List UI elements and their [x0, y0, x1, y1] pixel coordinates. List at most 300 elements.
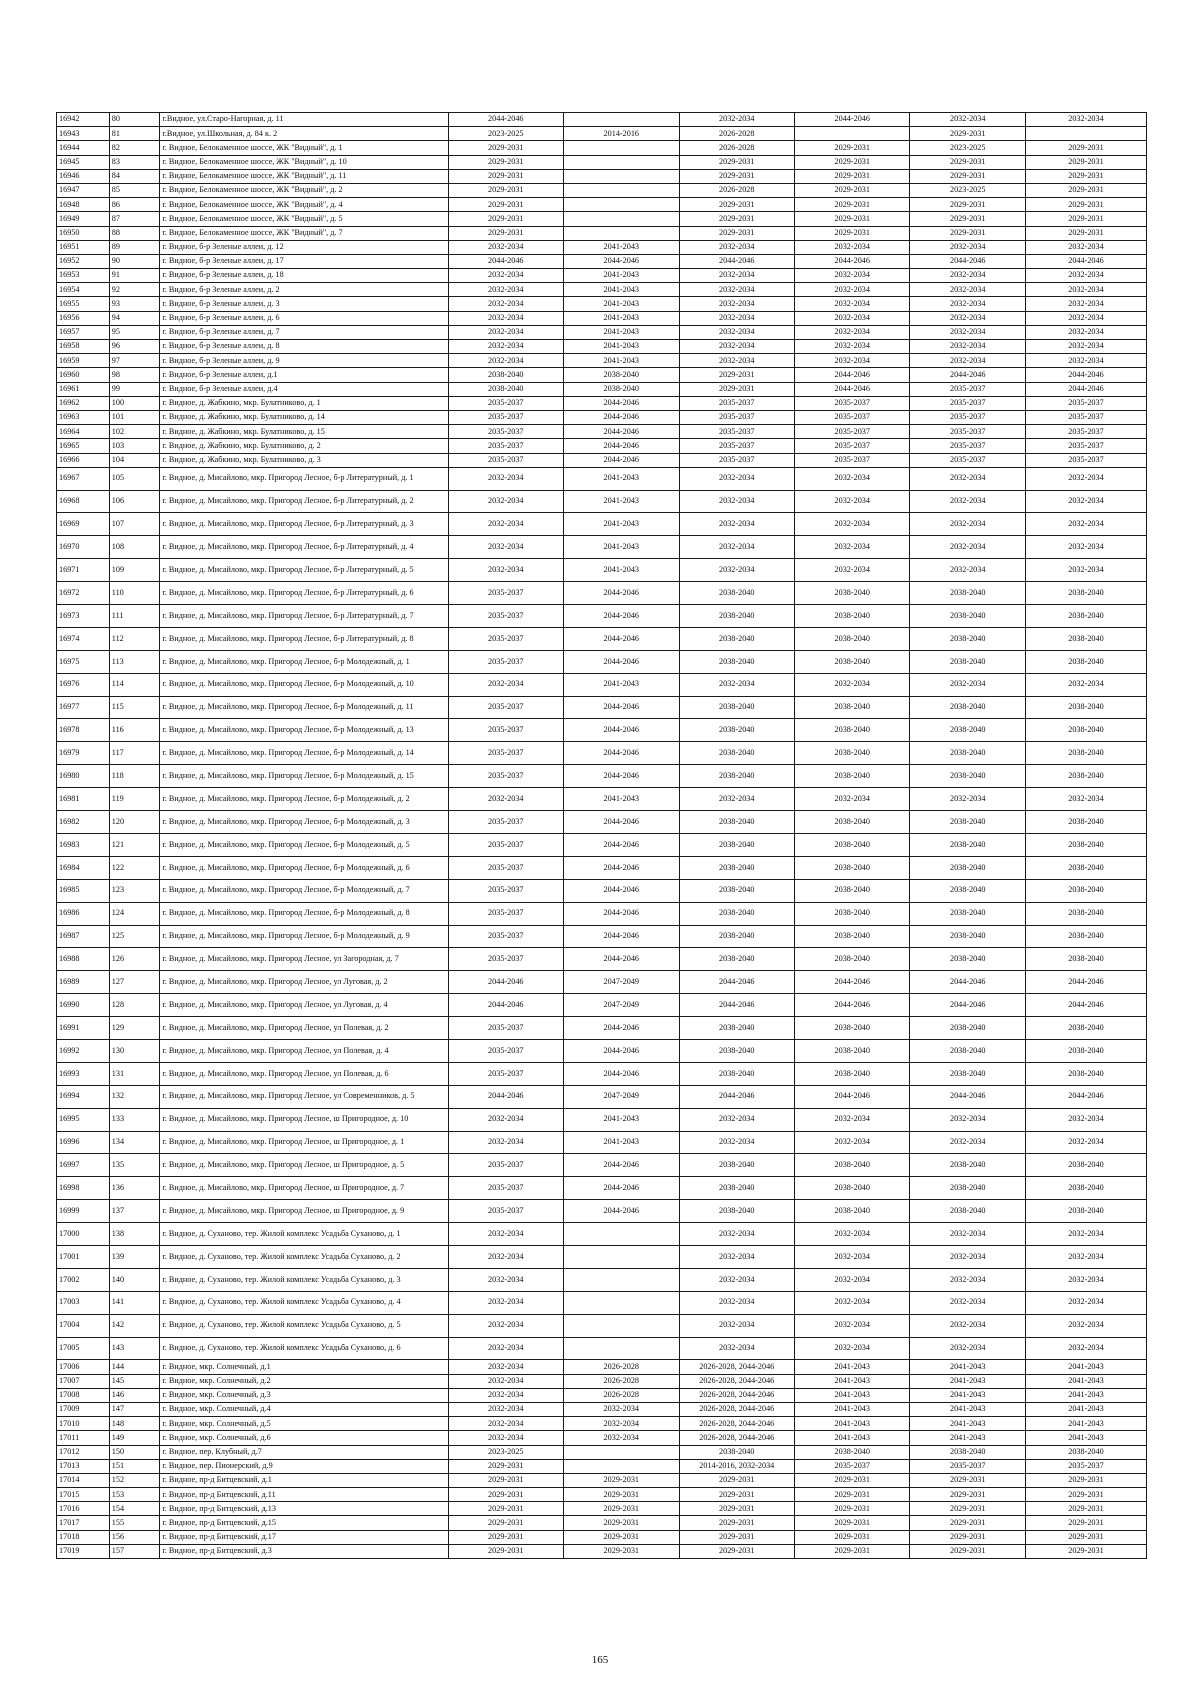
cell-period-4: 2035-2037	[795, 410, 910, 424]
cell-period-1: 2032-2034	[448, 340, 563, 354]
cell-period-1: 2029-2031	[448, 1530, 563, 1544]
table-row	[57, 1459, 1147, 1473]
cell-period-6: 2032-2034	[1025, 113, 1146, 127]
cell-period-3: 2026-2028	[679, 127, 794, 141]
cell-period-4: 2032-2034	[795, 1108, 910, 1131]
cell-period-2: 2032-2034	[564, 1431, 679, 1445]
cell-period-6: 2038-2040	[1025, 696, 1146, 719]
cell-period-2: 2041-2043	[564, 354, 679, 368]
cell-address: г. Видное, б-р Зеленые аллеи, д.4	[160, 382, 448, 396]
cell-period-5: 2038-2040	[910, 811, 1025, 834]
cell-period-2: 2026-2028	[564, 1360, 679, 1374]
cell-id: 17010	[57, 1417, 110, 1431]
cell-period-4: 2035-2037	[795, 1459, 910, 1473]
table-row	[57, 340, 1147, 354]
cell-period-6: 2029-2031	[1025, 155, 1146, 169]
cell-period-5: 2038-2040	[910, 742, 1025, 765]
cell-period-1: 2035-2037	[448, 1200, 563, 1223]
cell-period-6: 2032-2034	[1025, 240, 1146, 254]
cell-period-5: 2029-2031	[910, 226, 1025, 240]
cell-period-4: 2041-2043	[795, 1402, 910, 1416]
cell-period-1: 2032-2034	[448, 283, 563, 297]
cell-id: 16963	[57, 410, 110, 424]
cell-period-6: 2029-2031	[1025, 169, 1146, 183]
cell-period-5: 2032-2034	[910, 311, 1025, 325]
cell-period-5: 2038-2040	[910, 650, 1025, 673]
table-row	[57, 1268, 1147, 1291]
cell-period-4: 2038-2040	[795, 742, 910, 765]
cell-period-4: 2044-2046	[795, 971, 910, 994]
cell-address: г. Видное, д. Мисайлово, мкр. Пригород Лесное, ш Пригородное, д. 1	[160, 1131, 448, 1154]
cell-period-1: 2032-2034	[448, 240, 563, 254]
cell-address: г. Видное, д. Жабкино, мкр. Булатниково, д. 3	[160, 453, 448, 467]
cell-period-6: 2038-2040	[1025, 1200, 1146, 1223]
cell-period-4: 2032-2034	[795, 283, 910, 297]
cell-period-3: 2044-2046	[679, 971, 794, 994]
cell-id: 16946	[57, 169, 110, 183]
table-row	[57, 1108, 1147, 1131]
cell-period-6: 2044-2046	[1025, 254, 1146, 268]
cell-period-6: 2041-2043	[1025, 1360, 1146, 1374]
cell-period-2: 2044-2046	[564, 650, 679, 673]
cell-period-2: 2044-2046	[564, 1154, 679, 1177]
cell-number: 127	[109, 971, 160, 994]
cell-period-3: 2032-2034	[679, 559, 794, 582]
cell-period-6: 2029-2031	[1025, 226, 1146, 240]
cell-number: 157	[109, 1544, 160, 1558]
cell-id: 16947	[57, 183, 110, 197]
cell-id: 16948	[57, 198, 110, 212]
cell-period-3: 2026-2028, 2044-2046	[679, 1388, 794, 1402]
cell-period-2: 2038-2040	[564, 368, 679, 382]
cell-number: 149	[109, 1431, 160, 1445]
cell-period-1: 2029-2031	[448, 141, 563, 155]
cell-period-1: 2032-2034	[448, 1108, 563, 1131]
table-row	[57, 1131, 1147, 1154]
cell-period-1: 2035-2037	[448, 902, 563, 925]
cell-period-4	[795, 127, 910, 141]
table-row	[57, 719, 1147, 742]
cell-period-2: 2038-2040	[564, 382, 679, 396]
cell-period-5: 2032-2034	[910, 559, 1025, 582]
cell-period-1: 2035-2037	[448, 1062, 563, 1085]
cell-period-4: 2032-2034	[795, 1314, 910, 1337]
cell-period-5: 2041-2043	[910, 1417, 1025, 1431]
cell-period-1: 2038-2040	[448, 382, 563, 396]
cell-period-1: 2032-2034	[448, 490, 563, 513]
cell-id: 17016	[57, 1502, 110, 1516]
cell-period-1: 2035-2037	[448, 925, 563, 948]
cell-address: г. Видное, д. Мисайлово, мкр. Пригород Лесное, б-р Молодежный, д. 8	[160, 902, 448, 925]
cell-period-1: 2032-2034	[448, 269, 563, 283]
cell-period-2	[564, 1337, 679, 1360]
cell-period-6: 2029-2031	[1025, 198, 1146, 212]
cell-address: г. Видное, д. Мисайлово, мкр. Пригород Лесное, б-р Молодежный, д. 3	[160, 811, 448, 834]
cell-period-4: 2032-2034	[795, 311, 910, 325]
cell-period-1: 2035-2037	[448, 439, 563, 453]
cell-address: г. Видное, Белокаменное шоссе, ЖК "Видный", д. 10	[160, 155, 448, 169]
cell-id: 16978	[57, 719, 110, 742]
cell-period-5: 2032-2034	[910, 1291, 1025, 1314]
cell-id: 16949	[57, 212, 110, 226]
cell-period-6: 2038-2040	[1025, 1017, 1146, 1040]
cell-period-4: 2038-2040	[795, 1062, 910, 1085]
cell-period-3: 2044-2046	[679, 254, 794, 268]
cell-period-5: 2035-2037	[910, 425, 1025, 439]
cell-address: г. Видное, мкр. Солнечный, д.4	[160, 1402, 448, 1416]
cell-id: 17017	[57, 1516, 110, 1530]
cell-period-5: 2032-2034	[910, 325, 1025, 339]
cell-period-6: 2032-2034	[1025, 311, 1146, 325]
cell-address: г. Видное, д. Мисайлово, мкр. Пригород Лесное, б-р Молодежный, д. 11	[160, 696, 448, 719]
cell-period-3: 2044-2046	[679, 1085, 794, 1108]
cell-period-5: 2038-2040	[910, 948, 1025, 971]
cell-period-1: 2029-2031	[448, 226, 563, 240]
cell-period-6: 2038-2040	[1025, 1039, 1146, 1062]
cell-address: г. Видное, д. Мисайлово, мкр. Пригород Лесное, б-р Молодежный, д. 7	[160, 879, 448, 902]
cell-period-5: 2038-2040	[910, 856, 1025, 879]
cell-id: 16962	[57, 396, 110, 410]
cell-period-1: 2032-2034	[448, 1402, 563, 1416]
cell-address: г. Видное, д. Суханово, тер. Жилой комплекс Усадьба Суханово, д. 2	[160, 1245, 448, 1268]
cell-period-6: 2029-2031	[1025, 1516, 1146, 1530]
cell-period-5: 2023-2025	[910, 141, 1025, 155]
cell-period-5: 2035-2037	[910, 382, 1025, 396]
cell-address: г. Видное, д. Мисайлово, мкр. Пригород Лесное, б-р Литературный, д. 5	[160, 559, 448, 582]
table-row	[57, 382, 1147, 396]
cell-period-2	[564, 169, 679, 183]
cell-period-2: 2041-2043	[564, 1131, 679, 1154]
cell-period-1: 2032-2034	[448, 536, 563, 559]
cell-period-1: 2029-2031	[448, 1488, 563, 1502]
cell-number: 93	[109, 297, 160, 311]
cell-period-5: 2032-2034	[910, 113, 1025, 127]
cell-id: 17006	[57, 1360, 110, 1374]
cell-period-2: 2041-2043	[564, 673, 679, 696]
cell-address: г. Видное, д. Мисайлово, мкр. Пригород Лесное, б-р Молодежный, д. 13	[160, 719, 448, 742]
cell-period-1: 2044-2046	[448, 1085, 563, 1108]
cell-period-2: 2044-2046	[564, 879, 679, 902]
cell-period-6: 2038-2040	[1025, 627, 1146, 650]
table-row	[57, 155, 1147, 169]
cell-period-5: 2035-2037	[910, 439, 1025, 453]
cell-period-1: 2029-2031	[448, 198, 563, 212]
cell-id: 16985	[57, 879, 110, 902]
cell-period-1: 2035-2037	[448, 582, 563, 605]
cell-period-4: 2038-2040	[795, 811, 910, 834]
cell-period-5: 2038-2040	[910, 765, 1025, 788]
cell-period-2: 2041-2043	[564, 340, 679, 354]
table-row	[57, 1544, 1147, 1558]
cell-period-3: 2032-2034	[679, 490, 794, 513]
cell-period-3: 2032-2034	[679, 1131, 794, 1154]
cell-period-1: 2035-2037	[448, 605, 563, 628]
cell-number: 128	[109, 994, 160, 1017]
cell-number: 155	[109, 1516, 160, 1530]
cell-period-6: 2029-2031	[1025, 183, 1146, 197]
cell-number: 84	[109, 169, 160, 183]
cell-number: 108	[109, 536, 160, 559]
cell-address: г. Видное, д. Мисайлово, мкр. Пригород Лесное, б-р Молодежный, д. 15	[160, 765, 448, 788]
cell-period-4: 2029-2031	[795, 1473, 910, 1487]
cell-period-5: 2029-2031	[910, 1488, 1025, 1502]
cell-period-4: 2032-2034	[795, 513, 910, 536]
cell-period-5: 2044-2046	[910, 971, 1025, 994]
cell-period-2: 2014-2016	[564, 127, 679, 141]
cell-period-2: 2044-2046	[564, 582, 679, 605]
cell-period-5: 2038-2040	[910, 833, 1025, 856]
cell-period-5: 2032-2034	[910, 788, 1025, 811]
cell-period-6: 2041-2043	[1025, 1374, 1146, 1388]
cell-number: 96	[109, 340, 160, 354]
cell-period-2: 2044-2046	[564, 396, 679, 410]
cell-id: 16971	[57, 559, 110, 582]
cell-period-6: 2044-2046	[1025, 1085, 1146, 1108]
cell-period-2: 2044-2046	[564, 1062, 679, 1085]
cell-address: г. Видное, д. Мисайлово, мкр. Пригород Лесное, б-р Молодежный, д. 1	[160, 650, 448, 673]
cell-number: 102	[109, 425, 160, 439]
cell-address: г. Видное, д. Мисайлово, мкр. Пригород Лесное, б-р Литературный, д. 3	[160, 513, 448, 536]
cell-period-1: 2032-2034	[448, 1245, 563, 1268]
cell-period-1: 2044-2046	[448, 113, 563, 127]
cell-address: г. Видное, д. Мисайлово, мкр. Пригород Лесное, б-р Литературный, д. 6	[160, 582, 448, 605]
cell-id: 16994	[57, 1085, 110, 1108]
cell-address: г. Видное, пер. Клубный, д.7	[160, 1445, 448, 1459]
cell-number: 121	[109, 833, 160, 856]
cell-period-4: 2032-2034	[795, 1268, 910, 1291]
cell-address: г. Видное, д. Жабкино, мкр. Булатниково, д. 15	[160, 425, 448, 439]
cell-period-2: 2029-2031	[564, 1544, 679, 1558]
cell-number: 89	[109, 240, 160, 254]
cell-number: 103	[109, 439, 160, 453]
cell-period-6: 2038-2040	[1025, 650, 1146, 673]
table-row	[57, 1402, 1147, 1416]
table-row	[57, 1154, 1147, 1177]
table-row	[57, 1085, 1147, 1108]
cell-period-1: 2035-2037	[448, 425, 563, 439]
cell-period-6: 2038-2040	[1025, 1177, 1146, 1200]
table-row	[57, 1314, 1147, 1337]
table-row	[57, 1360, 1147, 1374]
cell-period-4: 2038-2040	[795, 1177, 910, 1200]
cell-number: 125	[109, 925, 160, 948]
table-row	[57, 113, 1147, 127]
table-row	[57, 269, 1147, 283]
table-row	[57, 368, 1147, 382]
cell-id: 16979	[57, 742, 110, 765]
cell-period-6: 2038-2040	[1025, 1445, 1146, 1459]
table-row	[57, 453, 1147, 467]
cell-period-1: 2023-2025	[448, 1445, 563, 1459]
cell-period-5: 2038-2040	[910, 1445, 1025, 1459]
cell-period-1: 2035-2037	[448, 1039, 563, 1062]
cell-period-3: 2038-2040	[679, 879, 794, 902]
cell-period-4: 2029-2031	[795, 141, 910, 155]
cell-id: 16969	[57, 513, 110, 536]
cell-address: г. Видное, пр-д Битцевский, д.17	[160, 1530, 448, 1544]
cell-period-2: 2044-2046	[564, 833, 679, 856]
cell-period-2: 2041-2043	[564, 269, 679, 283]
table-row	[57, 513, 1147, 536]
cell-id: 16953	[57, 269, 110, 283]
cell-period-2	[564, 155, 679, 169]
cell-period-2	[564, 198, 679, 212]
cell-period-6: 2032-2034	[1025, 269, 1146, 283]
cell-period-4: 2035-2037	[795, 439, 910, 453]
cell-period-5: 2032-2034	[910, 1245, 1025, 1268]
cell-number: 144	[109, 1360, 160, 1374]
cell-period-1: 2029-2031	[448, 212, 563, 226]
cell-period-4: 2041-2043	[795, 1388, 910, 1402]
cell-period-2: 2044-2046	[564, 1039, 679, 1062]
cell-period-1: 2032-2034	[448, 1268, 563, 1291]
cell-period-1: 2023-2025	[448, 127, 563, 141]
cell-period-3: 2029-2031	[679, 382, 794, 396]
cell-id: 16987	[57, 925, 110, 948]
table-row	[57, 1431, 1147, 1445]
cell-period-4: 2038-2040	[795, 1039, 910, 1062]
cell-period-4: 2032-2034	[795, 240, 910, 254]
cell-address: г. Видное, д. Суханово, тер. Жилой комплекс Усадьба Суханово, д. 5	[160, 1314, 448, 1337]
cell-number: 118	[109, 765, 160, 788]
cell-period-2: 2029-2031	[564, 1530, 679, 1544]
table-row	[57, 311, 1147, 325]
cell-period-3: 2032-2034	[679, 1291, 794, 1314]
cell-number: 138	[109, 1223, 160, 1246]
cell-period-4: 2044-2046	[795, 1085, 910, 1108]
cell-id: 17000	[57, 1223, 110, 1246]
cell-period-4: 2035-2037	[795, 453, 910, 467]
cell-address: г. Видное, д. Мисайлово, мкр. Пригород Лесное, ш Пригородное, д. 7	[160, 1177, 448, 1200]
cell-period-6: 2032-2034	[1025, 1337, 1146, 1360]
cell-period-6: 2035-2037	[1025, 410, 1146, 424]
cell-address: г. Видное, д. Мисайлово, мкр. Пригород Лесное, б-р Молодежный, д. 9	[160, 925, 448, 948]
cell-period-2: 2044-2046	[564, 254, 679, 268]
cell-period-3: 2038-2040	[679, 1177, 794, 1200]
table-row	[57, 1417, 1147, 1431]
cell-period-5: 2038-2040	[910, 605, 1025, 628]
cell-id: 16943	[57, 127, 110, 141]
cell-period-4: 2029-2031	[795, 1530, 910, 1544]
cell-period-6: 2038-2040	[1025, 925, 1146, 948]
table-row	[57, 1445, 1147, 1459]
cell-period-1: 2029-2031	[448, 1473, 563, 1487]
cell-period-2	[564, 141, 679, 155]
cell-id: 17008	[57, 1388, 110, 1402]
cell-period-1: 2035-2037	[448, 742, 563, 765]
cell-id: 17001	[57, 1245, 110, 1268]
cell-period-5: 2038-2040	[910, 925, 1025, 948]
cell-period-3: 2032-2034	[679, 467, 794, 490]
cell-address: г. Видное, Белокаменное шоссе, ЖК "Видный", д. 5	[160, 212, 448, 226]
cell-period-3: 2044-2046	[679, 994, 794, 1017]
cell-period-3: 2038-2040	[679, 650, 794, 673]
cell-address: г. Видное, д. Жабкино, мкр. Булатниково, д. 14	[160, 410, 448, 424]
cell-period-5: 2023-2025	[910, 183, 1025, 197]
cell-period-4: 2032-2034	[795, 1223, 910, 1246]
cell-id: 16991	[57, 1017, 110, 1040]
cell-period-4: 2038-2040	[795, 948, 910, 971]
cell-id: 16983	[57, 833, 110, 856]
cell-address: г. Видное, Белокаменное шоссе, ЖК "Видный", д. 4	[160, 198, 448, 212]
cell-period-2	[564, 1445, 679, 1459]
cell-period-6: 2035-2037	[1025, 425, 1146, 439]
cell-period-1: 2032-2034	[448, 354, 563, 368]
cell-id: 16993	[57, 1062, 110, 1085]
cell-period-2: 2047-2049	[564, 1085, 679, 1108]
cell-period-6: 2041-2043	[1025, 1431, 1146, 1445]
table-row	[57, 1062, 1147, 1085]
cell-period-4: 2038-2040	[795, 605, 910, 628]
cell-period-5: 2044-2046	[910, 994, 1025, 1017]
table-row	[57, 354, 1147, 368]
cell-period-3: 2026-2028, 2044-2046	[679, 1374, 794, 1388]
cell-period-4: 2032-2034	[795, 340, 910, 354]
table-row	[57, 410, 1147, 424]
cell-id: 16997	[57, 1154, 110, 1177]
cell-period-6: 2032-2034	[1025, 788, 1146, 811]
cell-period-4: 2038-2040	[795, 902, 910, 925]
cell-period-5: 2029-2031	[910, 155, 1025, 169]
cell-period-5: 2032-2034	[910, 467, 1025, 490]
cell-period-1: 2032-2034	[448, 1431, 563, 1445]
cell-number: 135	[109, 1154, 160, 1177]
cell-period-4: 2038-2040	[795, 1445, 910, 1459]
cell-number: 133	[109, 1108, 160, 1131]
cell-period-5: 2029-2031	[910, 1516, 1025, 1530]
cell-id: 16992	[57, 1039, 110, 1062]
table-row	[57, 1374, 1147, 1388]
cell-number: 152	[109, 1473, 160, 1487]
cell-period-4: 2029-2031	[795, 169, 910, 183]
cell-period-6: 2038-2040	[1025, 742, 1146, 765]
cell-id: 16977	[57, 696, 110, 719]
cell-period-3: 2032-2034	[679, 297, 794, 311]
cell-id: 16976	[57, 673, 110, 696]
cell-address: г. Видное, б-р Зеленые аллеи, д. 7	[160, 325, 448, 339]
cell-period-2: 2044-2046	[564, 719, 679, 742]
cell-period-6	[1025, 127, 1146, 141]
cell-period-4: 2035-2037	[795, 396, 910, 410]
cell-period-3: 2038-2040	[679, 582, 794, 605]
table-row	[57, 283, 1147, 297]
cell-period-1: 2032-2034	[448, 1223, 563, 1246]
cell-period-3: 2032-2034	[679, 283, 794, 297]
cell-number: 99	[109, 382, 160, 396]
cell-period-2: 2044-2046	[564, 742, 679, 765]
cell-period-4: 2032-2034	[795, 673, 910, 696]
cell-id: 17011	[57, 1431, 110, 1445]
cell-id: 16959	[57, 354, 110, 368]
cell-period-3: 2032-2034	[679, 788, 794, 811]
cell-number: 139	[109, 1245, 160, 1268]
cell-period-5: 2035-2037	[910, 1459, 1025, 1473]
cell-period-6: 2032-2034	[1025, 297, 1146, 311]
cell-period-5: 2041-2043	[910, 1360, 1025, 1374]
table-row	[57, 650, 1147, 673]
cell-period-6: 2032-2034	[1025, 673, 1146, 696]
cell-period-3: 2032-2034	[679, 673, 794, 696]
cell-id: 16980	[57, 765, 110, 788]
cell-id: 17018	[57, 1530, 110, 1544]
cell-id: 16981	[57, 788, 110, 811]
cell-period-3: 2032-2034	[679, 325, 794, 339]
cell-period-6: 2044-2046	[1025, 994, 1146, 1017]
cell-address: г. Видное, б-р Зеленые аллеи, д. 3	[160, 297, 448, 311]
table-row	[57, 742, 1147, 765]
cell-period-6: 2032-2034	[1025, 340, 1146, 354]
cell-period-3: 2038-2040	[679, 765, 794, 788]
